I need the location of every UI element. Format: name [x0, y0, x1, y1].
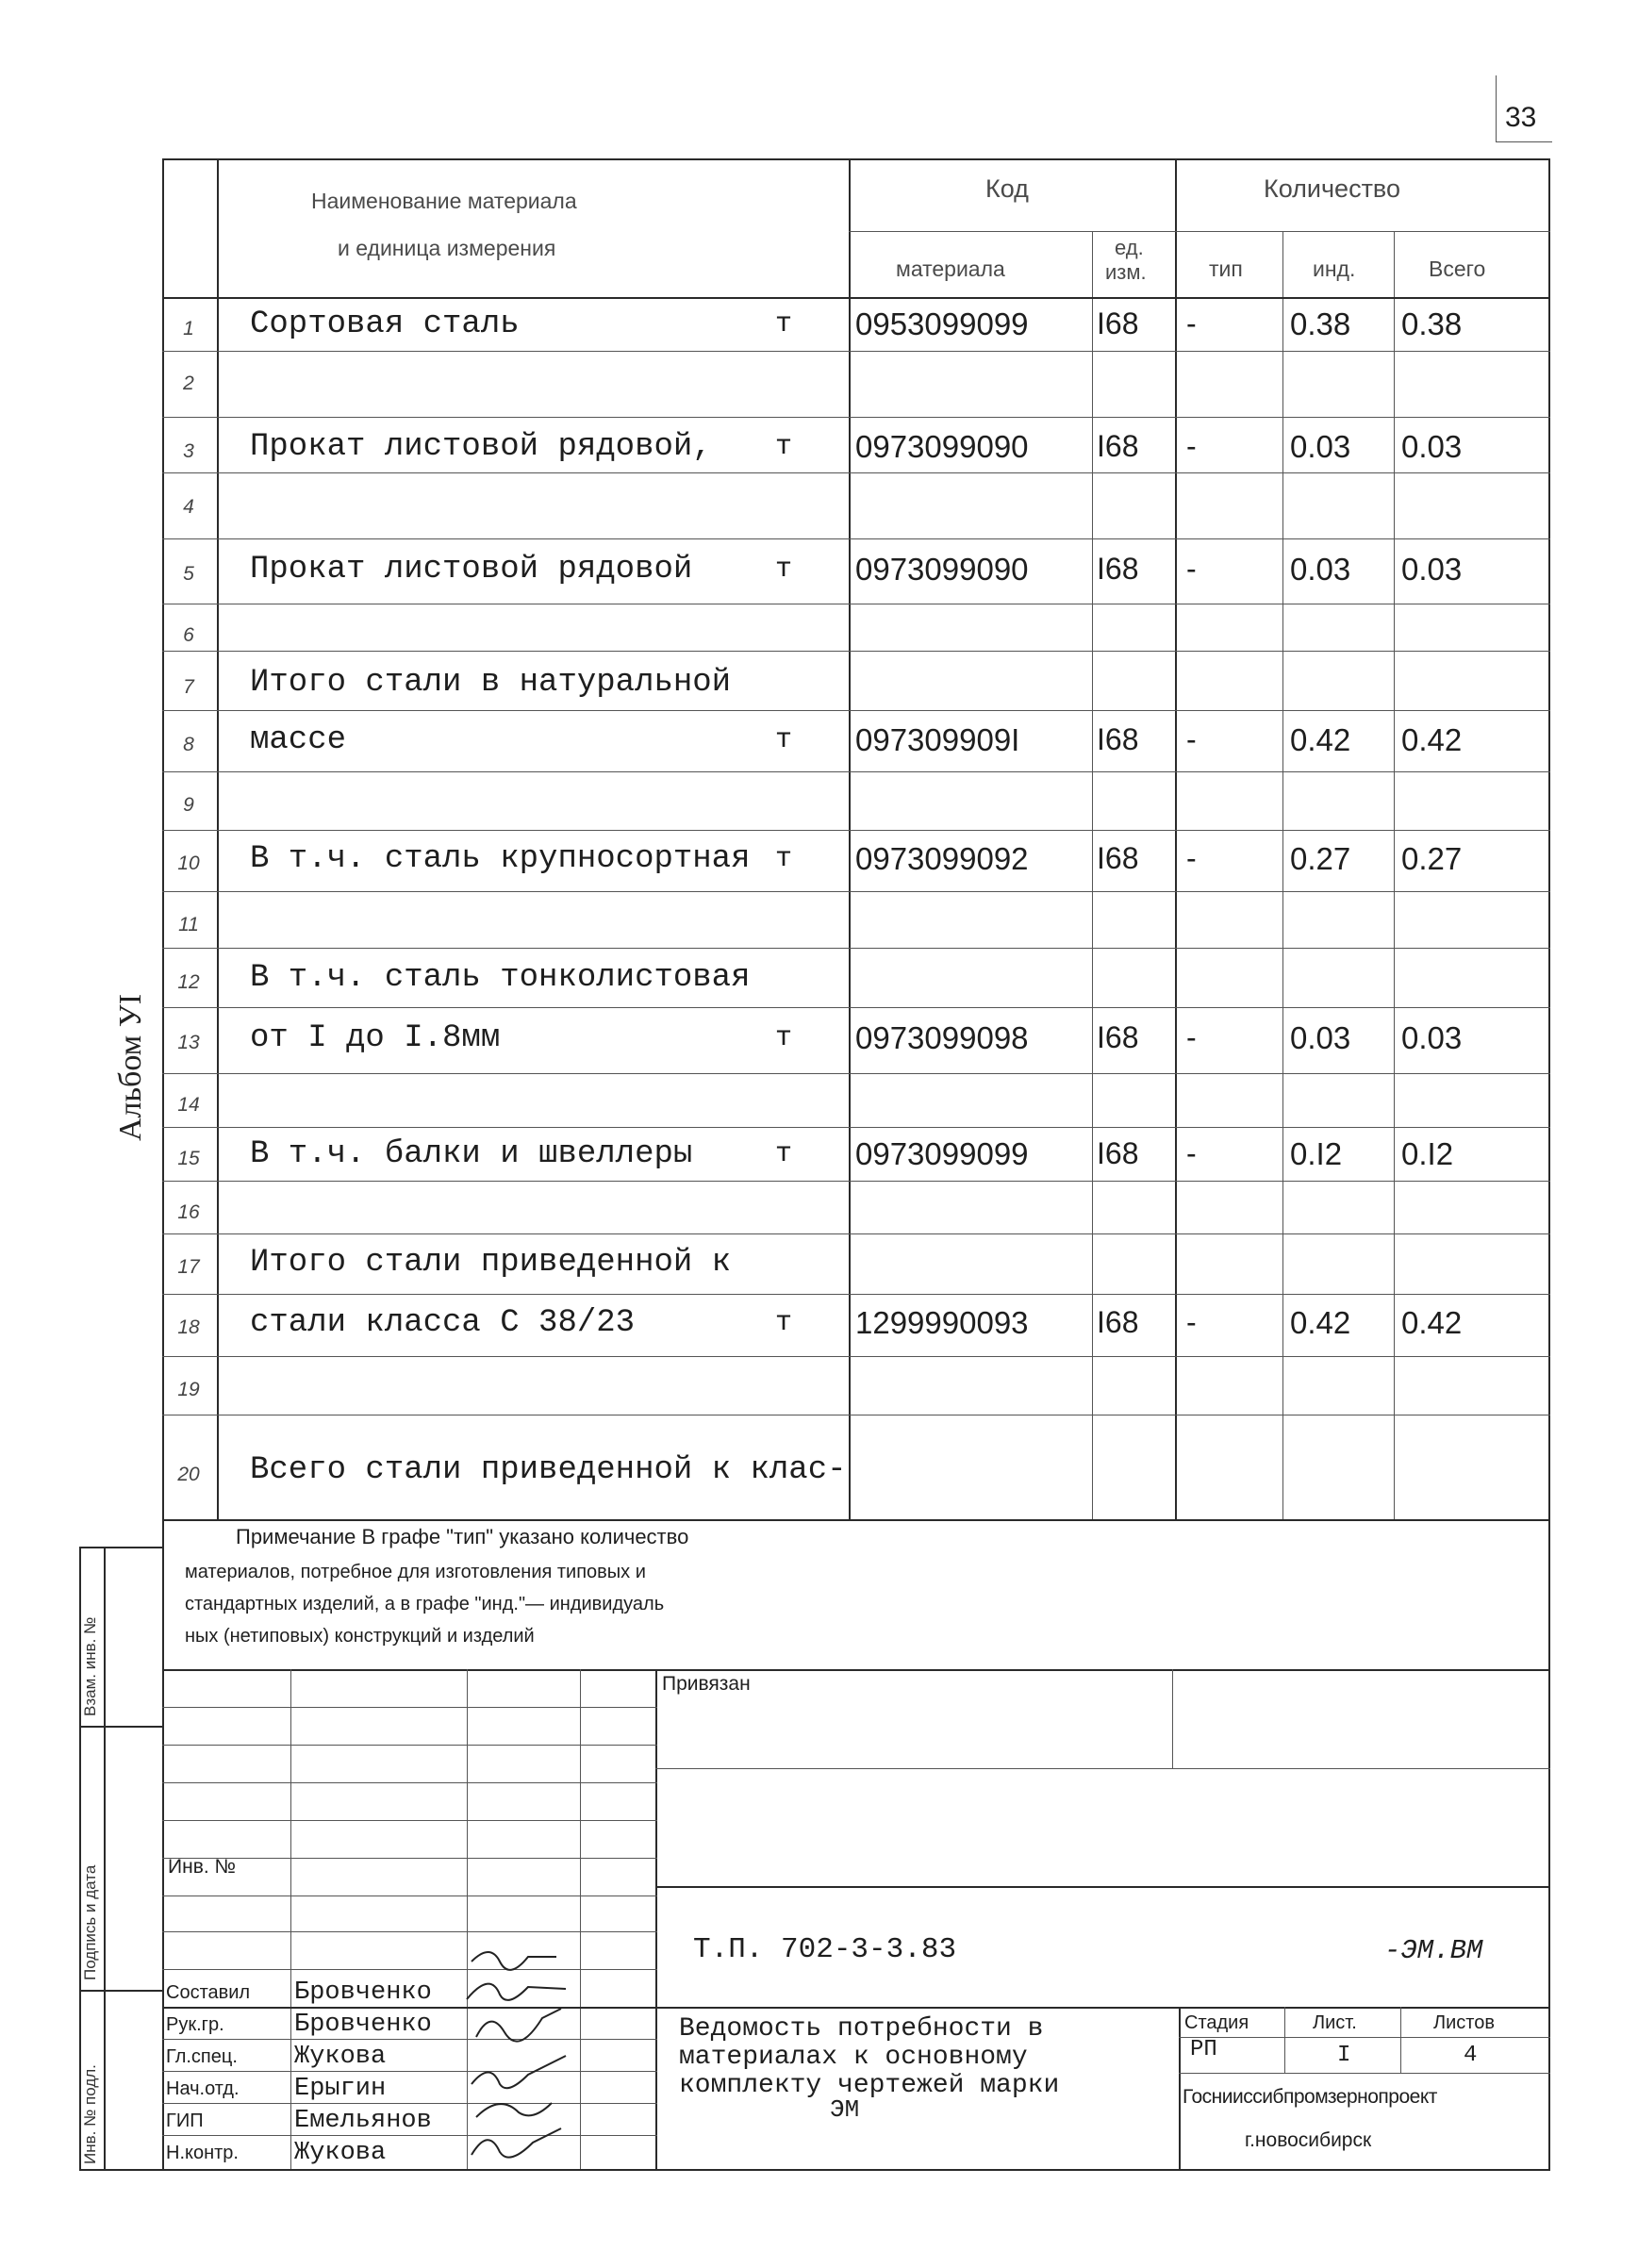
qty-type: - [1186, 552, 1197, 586]
qty-ind: 0.03 [1290, 429, 1351, 464]
material-name: В т.ч. сталь крупносортная [250, 841, 751, 877]
signatures-graphic [453, 1933, 585, 2169]
qty-type: - [1186, 1020, 1197, 1054]
inv-no-label: Инв. № [168, 1856, 237, 1878]
row-number: 19 [177, 1379, 200, 1400]
material-name: В т.ч. балки и швеллеры [250, 1136, 693, 1172]
doc-code: Т.П. 702-3-3.83 [693, 1933, 957, 1966]
row-number: 1 [183, 318, 194, 339]
material-code: 0973099099 [855, 1136, 1029, 1171]
note-line-1: Примечание В графе "тип" указано количество [236, 1525, 689, 1548]
side-label-inv-podl: Инв. № подл. [81, 2064, 99, 2164]
signatory-role: Составил [166, 1982, 251, 2003]
unit-cell: т [775, 1022, 793, 1054]
material-code: 0973099092 [855, 841, 1029, 876]
doc-title-3: комплекту чертежей марки [679, 2071, 1060, 2100]
org-city: г.новосибирск [1245, 2129, 1372, 2151]
row-number: 4 [183, 496, 194, 518]
material-name: Прокат листовой рядовой, [250, 429, 712, 465]
material-code: 0953099099 [855, 306, 1029, 341]
qty-total: 0.I2 [1401, 1136, 1454, 1171]
unit-code: I68 [1097, 1020, 1139, 1054]
unit-code: I68 [1097, 306, 1139, 340]
qty-ind: 0.03 [1290, 552, 1351, 587]
signatory-role: Н.контр. [166, 2143, 239, 2163]
unit-cell: т [775, 724, 793, 756]
page-number: 33 [1505, 102, 1537, 133]
qty-total: 0.38 [1401, 306, 1463, 341]
unit-cell: т [775, 843, 793, 875]
material-code: 0973099090 [855, 552, 1029, 587]
row-number: 6 [183, 624, 194, 646]
header-unit-2: изм. [1105, 260, 1147, 284]
header-name-col-2: и единица измерения [338, 236, 556, 260]
sheet-label: Лист. [1313, 2012, 1357, 2033]
org-name: Госнииссибпромзернопроект [1183, 2086, 1437, 2108]
doc-title-1: Ведомость потребности в [679, 2014, 1044, 2044]
privyazan-label: Привязан [662, 1673, 751, 1695]
stage-label: Стадия [1184, 2012, 1249, 2033]
unit-cell: т [775, 554, 793, 586]
stage-value: РП [1190, 2037, 1217, 2062]
signatory-name: Жукова [294, 2139, 387, 2167]
qty-ind: 0.42 [1290, 1305, 1351, 1340]
material-name: Сортовая сталь [250, 306, 520, 342]
row-number: 17 [177, 1256, 200, 1278]
qty-total: 0.27 [1401, 841, 1463, 876]
unit-cell: т [775, 1138, 793, 1170]
unit-cell: т [775, 308, 793, 340]
material-name: Итого стали приведенной к [250, 1245, 732, 1281]
side-label-vzam: Взам. инв. № [81, 1616, 99, 1716]
material-code: 0973099090 [855, 429, 1029, 464]
material-name: стали класса С 38/23 [250, 1305, 636, 1341]
unit-cell: т [775, 1307, 793, 1339]
row-number: 7 [183, 676, 194, 698]
row-number: 8 [183, 734, 194, 755]
signatory-name: Ерыгин [294, 2075, 387, 2103]
header-qty-type: тип [1209, 257, 1243, 281]
qty-total: 0.03 [1401, 552, 1463, 587]
material-name: В т.ч. сталь тонколистовая [250, 960, 751, 996]
header-qty-ind: инд. [1313, 257, 1356, 281]
qty-ind: 0.27 [1290, 841, 1351, 876]
row-number: 18 [177, 1316, 200, 1338]
material-code: 0973099098 [855, 1020, 1029, 1055]
header-unit-1: ед. [1115, 236, 1144, 259]
row-number: 14 [177, 1094, 200, 1116]
qty-total: 0.03 [1401, 1020, 1463, 1055]
sheet-value: I [1337, 2043, 1351, 2068]
qty-ind: 0.I2 [1290, 1136, 1343, 1171]
qty-type: - [1186, 841, 1197, 875]
material-code: 1299990093 [855, 1305, 1029, 1340]
side-label-podpis: Подпись и дата [81, 1864, 99, 1980]
qty-type: - [1186, 722, 1197, 756]
header-name-col: Наименование материала [311, 189, 577, 213]
qty-total: 0.42 [1401, 722, 1463, 757]
signatory-role: ГИП [166, 2111, 204, 2131]
note-line-2: материалов, потребное для изготовления типовых и [185, 1562, 646, 1582]
row-number: 11 [178, 914, 199, 935]
material-name: от I до I.8мм [250, 1020, 501, 1056]
material-name: Прокат листовой рядовой [250, 552, 693, 588]
material-code: 097309909I [855, 722, 1020, 757]
header-qty-total: Всего [1429, 257, 1486, 281]
row-number: 13 [177, 1032, 200, 1053]
sheets-label: Листов [1433, 2012, 1495, 2033]
unit-code: I68 [1097, 841, 1139, 875]
qty-ind: 0.03 [1290, 1020, 1351, 1055]
signatory-name: Бровченко [294, 1978, 432, 2007]
doc-title-2: материалах к основному [679, 2043, 1028, 2072]
qty-type: - [1186, 429, 1197, 463]
note-line-4: ных (нетиповых) конструкций и изделий [185, 1626, 535, 1647]
qty-total: 0.03 [1401, 429, 1463, 464]
header-code-group: Код [985, 174, 1029, 203]
doc-title-4: ЭМ [830, 2095, 860, 2124]
header-code-material: материала [896, 257, 1005, 281]
material-name: Итого стали в натуральной [250, 665, 732, 701]
row-number: 10 [177, 853, 200, 874]
signatory-role: Гл.спец. [166, 2046, 238, 2067]
row-number: 15 [177, 1148, 200, 1169]
material-name: массе [250, 722, 347, 758]
qty-type: - [1186, 1136, 1197, 1170]
signatory-role: Нач.отд. [166, 2078, 240, 2099]
unit-code: I68 [1097, 429, 1139, 463]
qty-type: - [1186, 1305, 1197, 1339]
row-number: 16 [177, 1201, 200, 1223]
row-number: 9 [183, 794, 194, 816]
header-qty-group: Количество [1264, 174, 1400, 203]
unit-code: I68 [1097, 552, 1139, 586]
qty-ind: 0.42 [1290, 722, 1351, 757]
unit-code: I68 [1097, 1136, 1139, 1170]
signatory-name: Емельянов [294, 2107, 432, 2135]
row-number: 12 [177, 971, 200, 993]
signatory-name: Жукова [294, 2043, 387, 2071]
row-number: 20 [177, 1464, 200, 1485]
qty-type: - [1186, 306, 1197, 340]
signatory-role: Рук.гр. [166, 2014, 224, 2035]
qty-ind: 0.38 [1290, 306, 1351, 341]
doc-mark: -ЭМ.ВМ [1384, 1935, 1483, 1966]
album-label: Альбом УI [113, 993, 148, 1141]
row-number: 5 [183, 563, 194, 585]
signatory-name: Бровченко [294, 2011, 432, 2039]
unit-code: I68 [1097, 1305, 1139, 1339]
note-line-3: стандартных изделий, а в графе "инд."— индивидуаль [185, 1594, 665, 1614]
sheets-value: 4 [1464, 2043, 1478, 2068]
qty-total: 0.42 [1401, 1305, 1463, 1340]
row-number: 3 [183, 440, 194, 462]
material-name: Всего стали приведенной к клас- [250, 1452, 847, 1488]
unit-cell: т [775, 431, 793, 463]
unit-code: I68 [1097, 722, 1139, 756]
row-number: 2 [183, 372, 194, 394]
